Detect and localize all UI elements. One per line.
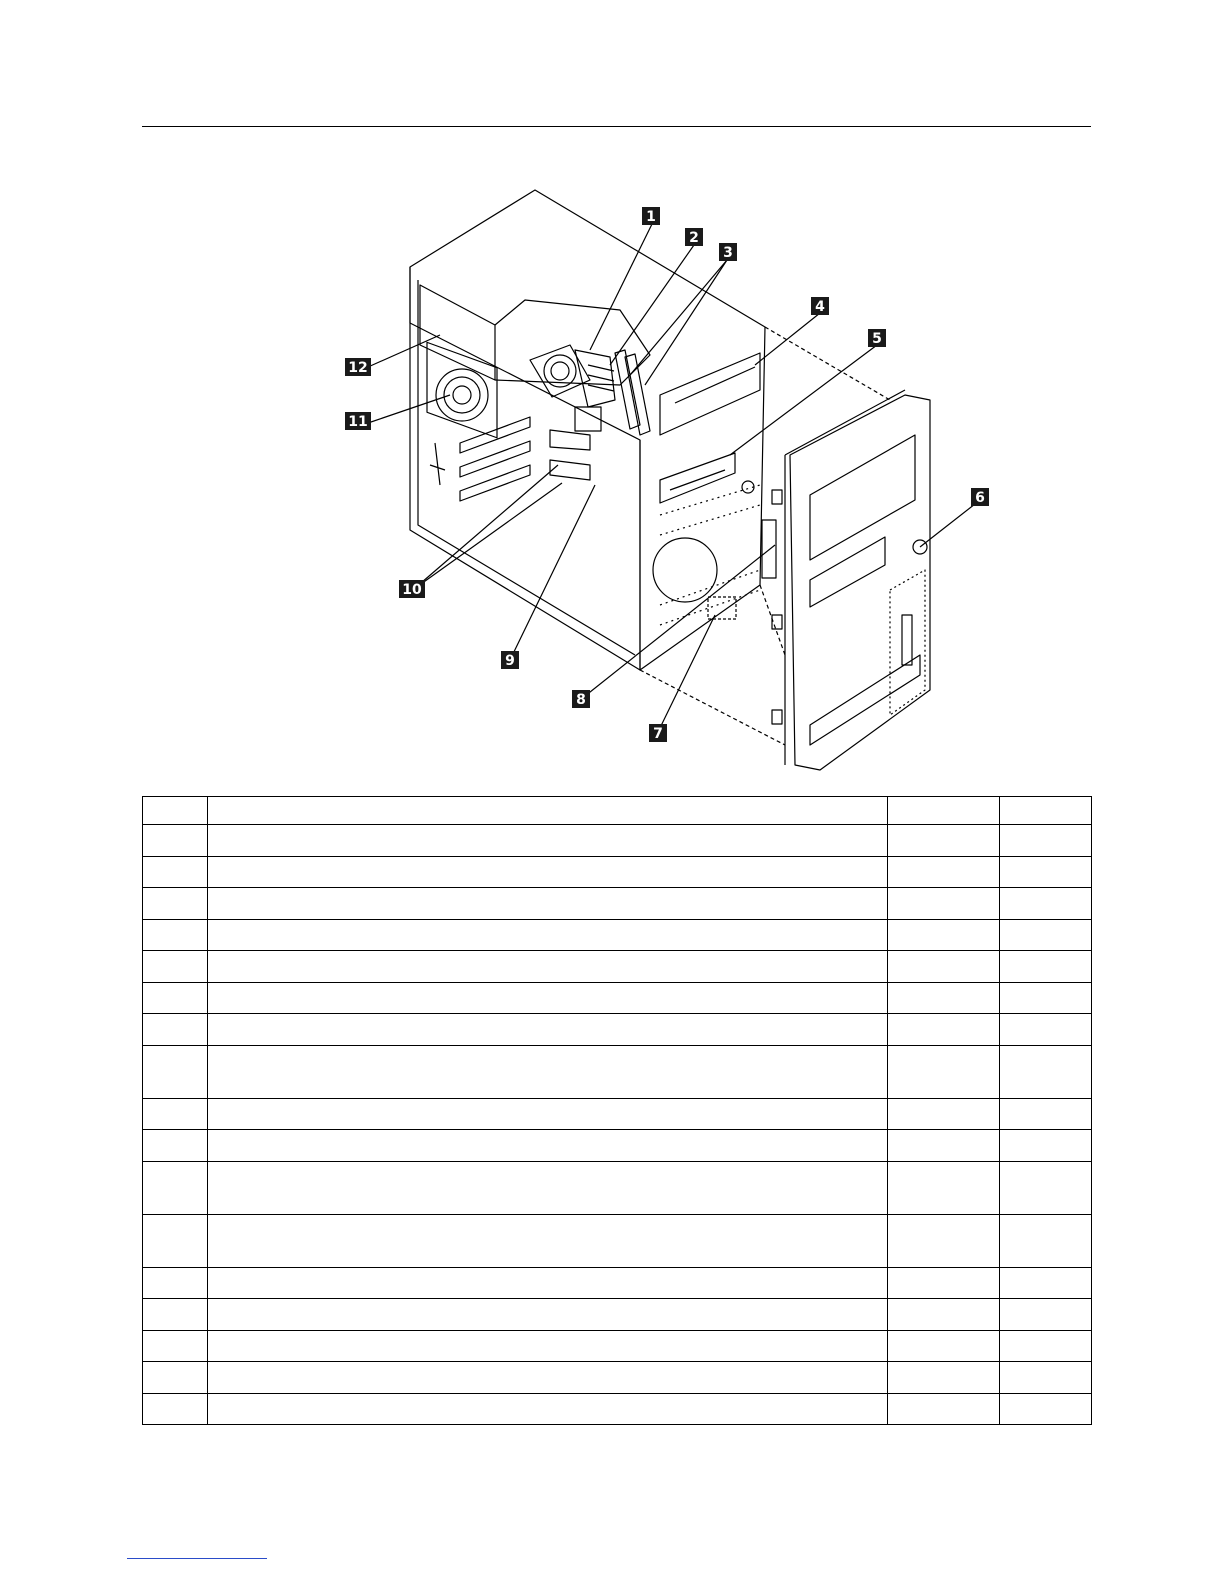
table-cell xyxy=(208,1267,888,1299)
callout-10 xyxy=(399,580,425,598)
front-usb-ports xyxy=(902,615,912,665)
table-row xyxy=(143,1362,1092,1394)
table-cell xyxy=(143,1330,208,1362)
table-row xyxy=(143,797,1092,825)
table-row xyxy=(143,1045,1092,1098)
table-cell xyxy=(1000,1014,1092,1046)
table-cell xyxy=(143,1299,208,1331)
table-cell xyxy=(888,1130,1000,1162)
table-cell xyxy=(888,1330,1000,1362)
svg-text:2: 2 xyxy=(689,230,699,246)
footer-link-rule xyxy=(127,1558,267,1559)
table-cell xyxy=(888,825,1000,857)
table-row xyxy=(143,1393,1092,1425)
table-cell xyxy=(1000,1299,1092,1331)
table-row xyxy=(143,856,1092,888)
table-cell xyxy=(1000,982,1092,1014)
svg-text:3: 3 xyxy=(723,245,733,261)
table-cell xyxy=(143,1045,208,1098)
table-cell xyxy=(1000,1098,1092,1130)
table-cell xyxy=(888,1045,1000,1098)
table-cell xyxy=(888,982,1000,1014)
table-row xyxy=(143,951,1092,983)
table-row xyxy=(143,1014,1092,1046)
table-cell xyxy=(1000,856,1092,888)
svg-text:10: 10 xyxy=(402,582,422,598)
callout-12 xyxy=(345,358,371,376)
table-cell xyxy=(143,1098,208,1130)
table-cell xyxy=(1000,1362,1092,1394)
chassis-top-outline xyxy=(410,190,765,670)
table-cell xyxy=(143,1130,208,1162)
table-cell xyxy=(888,919,1000,951)
callout-3 xyxy=(719,243,737,261)
table-cell xyxy=(888,1299,1000,1331)
svg-text:4: 4 xyxy=(815,299,825,315)
table-cell xyxy=(208,1214,888,1267)
parts-table-body xyxy=(143,797,1092,1425)
callout-9 xyxy=(501,651,519,669)
table-cell xyxy=(888,1161,1000,1214)
callout-6 xyxy=(971,488,989,506)
table-cell xyxy=(143,982,208,1014)
table-cell xyxy=(1000,1267,1092,1299)
table-row xyxy=(143,1330,1092,1362)
table-cell xyxy=(143,1267,208,1299)
table-cell xyxy=(888,797,1000,825)
svg-text:7: 7 xyxy=(653,726,663,742)
table-cell xyxy=(888,856,1000,888)
front-io-bracket xyxy=(762,520,776,578)
chassis-side-outline xyxy=(410,267,640,670)
table-cell xyxy=(888,888,1000,920)
table-cell xyxy=(1000,797,1092,825)
callout-11 xyxy=(345,412,371,430)
table-cell xyxy=(208,1330,888,1362)
parts-list-table xyxy=(142,796,1092,1425)
table-cell xyxy=(888,1267,1000,1299)
front-fan-grille xyxy=(653,538,717,602)
header-rule xyxy=(142,126,1091,127)
table-cell xyxy=(208,1098,888,1130)
optical-drive xyxy=(660,353,760,435)
table-cell xyxy=(1000,888,1092,920)
table-cell xyxy=(208,1161,888,1214)
table-cell xyxy=(1000,825,1092,857)
table-cell xyxy=(208,825,888,857)
table-cell xyxy=(143,1362,208,1394)
table-cell xyxy=(1000,1214,1092,1267)
table-cell xyxy=(1000,1393,1092,1425)
svg-text:8: 8 xyxy=(576,692,586,708)
table-cell xyxy=(143,919,208,951)
table-cell xyxy=(143,888,208,920)
table-cell xyxy=(1000,1045,1092,1098)
table-cell xyxy=(888,951,1000,983)
table-cell xyxy=(888,1362,1000,1394)
table-row xyxy=(143,919,1092,951)
table-cell xyxy=(208,982,888,1014)
power-supply xyxy=(420,285,495,380)
table-row xyxy=(143,1161,1092,1214)
svg-text:5: 5 xyxy=(872,331,882,347)
callout-1 xyxy=(642,207,660,225)
svg-text:6: 6 xyxy=(975,490,985,506)
svg-text:11: 11 xyxy=(348,414,368,430)
chipset-heatsink xyxy=(575,407,601,431)
table-cell xyxy=(143,825,208,857)
table-cell xyxy=(1000,1130,1092,1162)
table-cell xyxy=(208,1393,888,1425)
table-cell xyxy=(888,1393,1000,1425)
table-cell xyxy=(1000,951,1092,983)
table-cell xyxy=(208,797,888,825)
table-cell xyxy=(143,1214,208,1267)
svg-text:9: 9 xyxy=(505,653,515,669)
table-row xyxy=(143,982,1092,1014)
table-row xyxy=(143,1098,1092,1130)
callout-2 xyxy=(685,228,703,246)
table-cell xyxy=(143,951,208,983)
callout-7 xyxy=(649,724,667,742)
internal-speaker xyxy=(708,597,736,619)
table-cell xyxy=(143,856,208,888)
table-cell xyxy=(143,1161,208,1214)
table-cell xyxy=(143,797,208,825)
callout-4 xyxy=(811,297,829,315)
table-cell xyxy=(208,1014,888,1046)
table-cell xyxy=(888,1098,1000,1130)
table-cell xyxy=(208,888,888,920)
table-cell xyxy=(888,1014,1000,1046)
table-row xyxy=(143,825,1092,857)
table-cell xyxy=(143,1393,208,1425)
table-cell xyxy=(208,1130,888,1162)
callout-5 xyxy=(868,329,886,347)
svg-text:12: 12 xyxy=(348,360,368,376)
table-cell xyxy=(208,919,888,951)
table-cell xyxy=(888,1214,1000,1267)
table-row xyxy=(143,1130,1092,1162)
exploded-view-figure xyxy=(330,185,1000,775)
table-row xyxy=(143,1299,1092,1331)
callout-8 xyxy=(572,690,590,708)
table-cell xyxy=(143,1014,208,1046)
table-cell xyxy=(208,1045,888,1098)
table-row xyxy=(143,888,1092,920)
svg-text:1: 1 xyxy=(646,209,656,225)
table-row xyxy=(143,1214,1092,1267)
table-row xyxy=(143,1267,1092,1299)
computer-exploded-diagram xyxy=(330,185,1000,775)
table-cell xyxy=(1000,1330,1092,1362)
table-cell xyxy=(208,856,888,888)
table-cell xyxy=(208,951,888,983)
table-cell xyxy=(208,1299,888,1331)
table-cell xyxy=(208,1362,888,1394)
bezel-drive-opening xyxy=(810,435,915,560)
table-cell xyxy=(1000,919,1092,951)
table-cell xyxy=(1000,1161,1092,1214)
